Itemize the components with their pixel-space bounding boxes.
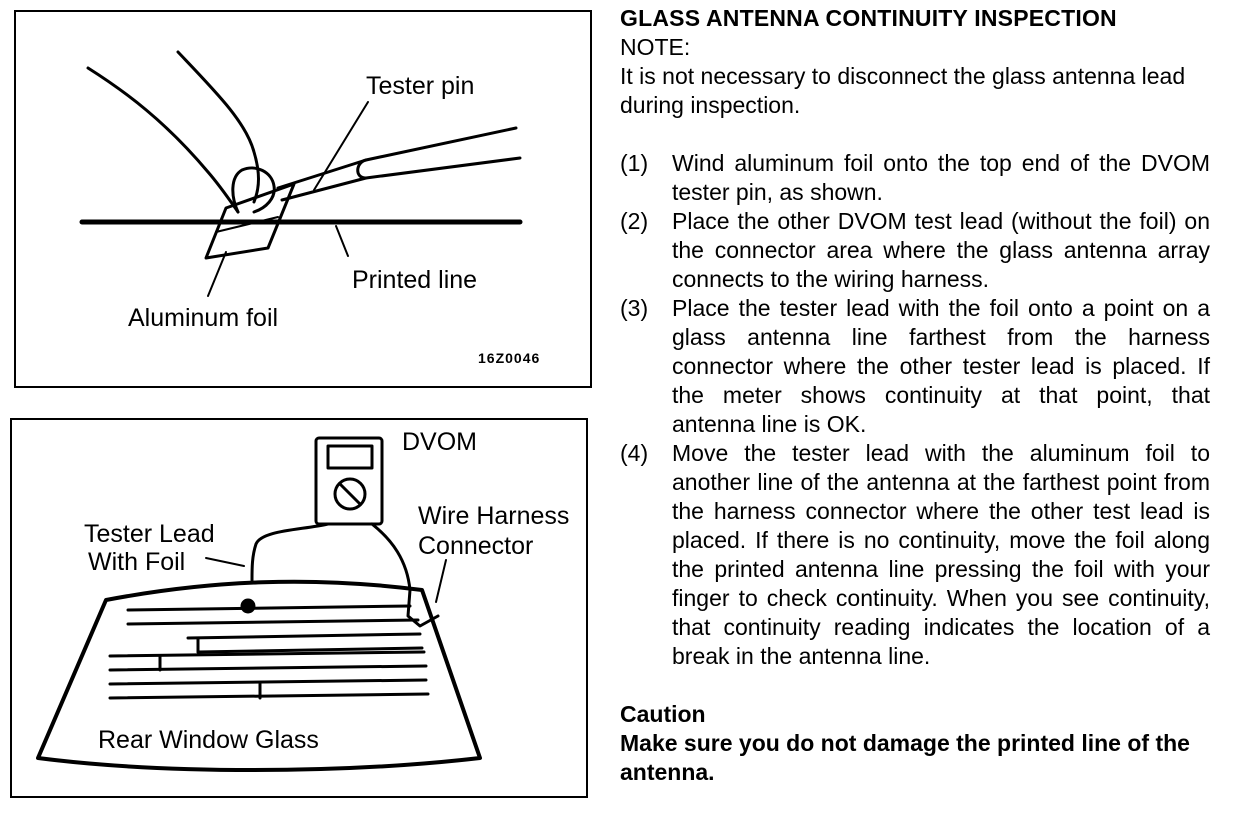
step-text: Place the other DVOM test lead (without the foil) on the connector area where the glass antenna array connects to the wiring harness. [672, 208, 1210, 292]
step-number: (3) [620, 295, 649, 321]
label-printed-line: Printed line [352, 266, 478, 294]
step-text: Move the tester lead with the aluminum foil to another line of the antenna at the farthest point from the harness connector where the other test lead is placed. If there is no continuity, move the foil along the printed antenna line pressing the foil with your finger to check continuity. When you see continuity, that continuity reading indicates the location of a break in the antenna line. [672, 440, 1210, 669]
instructions-text [620, 4, 1210, 787]
note-label: NOTE: [620, 34, 691, 60]
label-with-foil: With Foil [88, 548, 186, 576]
step-number: (1) [620, 150, 649, 176]
label-tester-lead: Tester Lead [84, 520, 215, 548]
step-text: Place the tester lead with the foil onto a point on a glass antenna line farthest from the harness connector where the other tester lead is placed. If the meter shows continuity at that point, that antenna line is OK. [672, 295, 1210, 437]
note-body: It is not necessary to disconnect the glass antenna lead during inspection. [620, 63, 1186, 118]
figure-tester-pin [14, 10, 592, 388]
step-3 [620, 294, 1210, 439]
step-2 [620, 207, 1210, 294]
step-1 [620, 149, 1210, 207]
section-title: GLASS ANTENNA CONTINUITY INSPECTION [620, 5, 1117, 31]
step-text: Wind aluminum foil onto the top end of the DVOM tester pin, as shown. [672, 150, 1210, 205]
caution-body: Make sure you do not damage the printed line of the antenna. [620, 730, 1190, 785]
caution-label: Caution [620, 701, 706, 727]
tester-pin-illustration [16, 12, 590, 386]
step-number: (2) [620, 208, 649, 234]
label-aluminum-foil: Aluminum foil [128, 304, 279, 332]
label-tester-pin: Tester pin [366, 72, 475, 100]
step-number: (4) [620, 440, 649, 466]
label-wire-harness: Wire Harness [418, 502, 570, 530]
step-4 [620, 439, 1210, 671]
label-connector: Connector [418, 532, 534, 560]
figure-code: 16Z0046 [478, 350, 541, 366]
label-dvom: DVOM [402, 428, 477, 456]
label-rear-window-glass: Rear Window Glass [98, 726, 319, 754]
figure-dvom-setup [10, 418, 588, 798]
